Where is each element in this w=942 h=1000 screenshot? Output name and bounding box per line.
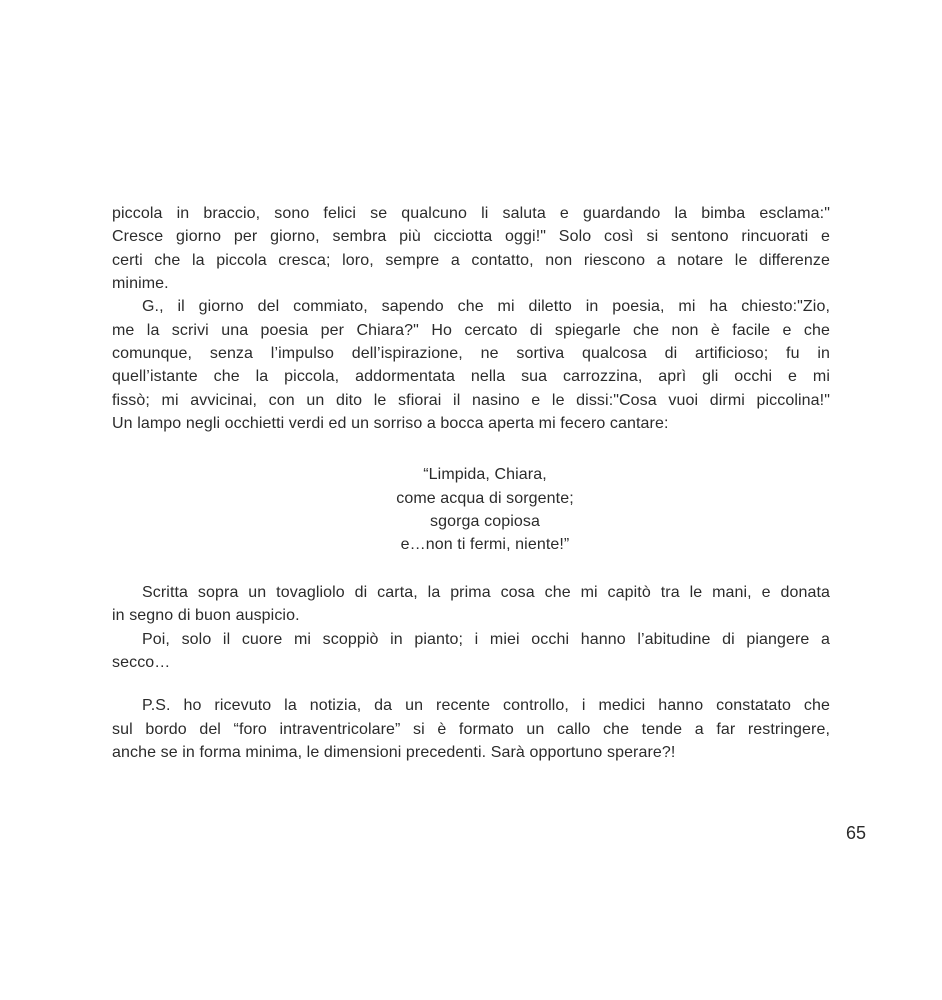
text-line: secco… — [112, 653, 171, 671]
page-body — [112, 202, 830, 764]
text-line: in segno di buon auspicio. — [112, 607, 300, 625]
paragraph — [112, 694, 830, 764]
poem-line: “Limpida, Chiara, — [423, 466, 547, 484]
text-line: minime. — [112, 275, 169, 293]
text-line: fissò; mi avvicinai, con un dito le sfiorai il nasino e le dissi:"Cosa vuoi dirmi piccolina!" — [112, 391, 830, 409]
text-line: Poi, solo il cuore mi scoppiò in pianto; i miei occhi hanno l’abitudine di piangere a — [142, 630, 830, 648]
poem-line: e…non ti fermi, niente!” — [400, 536, 570, 554]
paragraph — [112, 202, 830, 295]
text-line: comunque, senza l’impulso dell’ispirazione, ne sortiva qualcosa di artificioso; fu in — [112, 345, 830, 363]
text-line: piccola in braccio, sono felici se qualcuno li saluta e guardando la bimba esclama:" — [112, 205, 830, 222]
text-line: certi che la piccola cresca; loro, sempre a contatto, non riescono a notare le differenze — [112, 251, 830, 269]
text-line: quell’istante che la piccola, addormentata nella sua carrozzina, aprì gli occhi e mi — [112, 368, 830, 386]
poem — [140, 463, 830, 556]
text-line: Scritta sopra un tovagliolo di carta, la prima cosa che mi capitò tra le mani, e donata — [142, 583, 830, 601]
poem-line: sgorga copiosa — [430, 513, 540, 531]
text-line: P.S. ho ricevuto la notizia, da un recente controllo, i medici hanno constatato che — [142, 697, 830, 715]
text-line: Un lampo negli occhietti verdi ed un sorriso a bocca aperta mi fecero cantare: — [112, 415, 669, 433]
text-line: Cresce giorno per giorno, sembra più cicciotta oggi!" Solo così si sentono rincuorati e — [112, 228, 830, 246]
paragraph — [112, 581, 830, 628]
paragraph — [112, 628, 830, 675]
text-line: G., il giorno del commiato, sapendo che mi diletto in poesia, mi ha chiesto:"Zio, — [142, 298, 830, 316]
text-line: sul bordo del “foro intraventricolare” si è formato un callo che tende a far restringere, — [112, 720, 830, 738]
poem-line: come acqua di sorgente; — [396, 489, 574, 507]
text-line: anche se in forma minima, le dimensioni precedenti. Sarà opportuno sperare?! — [112, 743, 676, 761]
paragraph — [112, 295, 830, 435]
page-number: 65 — [846, 823, 867, 843]
text-line: me la scrivi una poesia per Chiara?" Ho cercato di spiegarle che non è facile e che — [112, 321, 830, 339]
